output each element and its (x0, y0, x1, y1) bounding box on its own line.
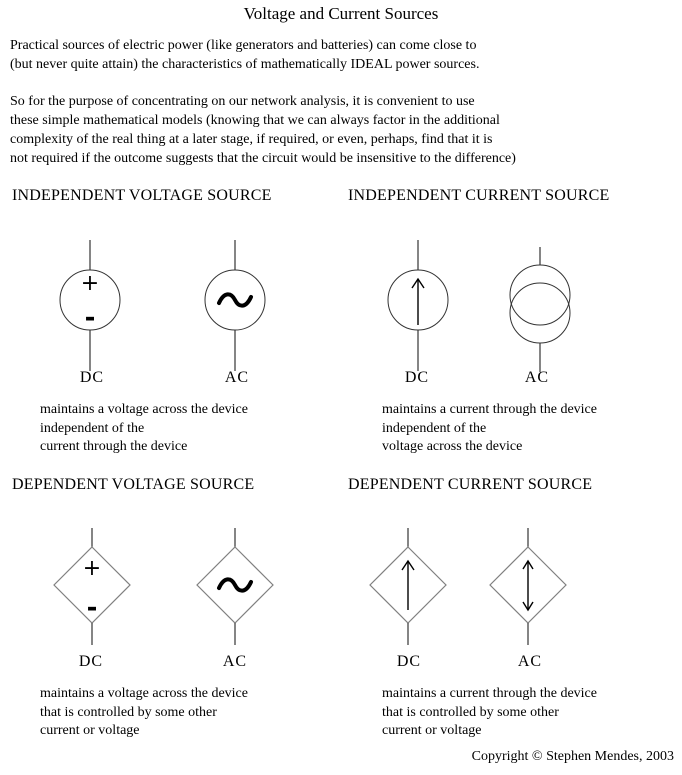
dependent-ac-current-source-icon (488, 528, 568, 645)
dc-voltage-source-icon (55, 240, 125, 371)
description-line: maintains a current through the device (382, 686, 597, 701)
minus-sign-icon: - (84, 303, 96, 333)
description-line: that is controlled by some other (382, 704, 559, 720)
intro-paragraph-1 (10, 36, 479, 74)
dependent-voltage-description (40, 685, 248, 741)
minus-sign-icon: - (86, 593, 98, 623)
paragraph-line: complexity of the real thing at a later stage, if required, or even, perhaps, find that it is (10, 132, 493, 147)
dc-current-source-icon (383, 240, 453, 371)
lower-circle-outline (510, 283, 570, 343)
ac-wave-icon (219, 579, 251, 590)
symbol-label-dc: DC (396, 653, 422, 670)
description-line: independent of the (382, 420, 487, 436)
heading-independent-current-source: INDEPENDENT CURRENT SOURCE (348, 187, 610, 204)
paragraph-line: these simple mathematical models (knowing that we can always factor in the additional (10, 113, 500, 128)
plus-sign-icon: + (82, 556, 102, 581)
paragraph-line: Practical sources of electric power (like generators and batteries) can come close to (10, 38, 477, 53)
symbol-label-ac: AC (517, 653, 543, 670)
dependent-dc-current-source-icon (368, 528, 448, 645)
symbol-label-dc: DC (79, 369, 105, 386)
heading-independent-voltage-source: INDEPENDENT VOLTAGE SOURCE (12, 187, 272, 204)
symbol-label-ac: AC (224, 369, 250, 386)
symbol-label-ac: AC (524, 369, 550, 386)
description-line: maintains a voltage across the device (40, 686, 248, 701)
plus-sign-icon: + (80, 271, 100, 296)
symbol-label-dc: DC (404, 369, 430, 386)
symbol-label-dc: DC (78, 653, 104, 670)
intro-paragraph-2 (10, 92, 516, 168)
paragraph-line: (but never quite attain) the characteristics of mathematically IDEAL power sources. (10, 57, 480, 72)
upper-circle-outline (510, 265, 570, 325)
description-line: that is controlled by some other (40, 704, 217, 720)
dependent-ac-voltage-source-icon (195, 528, 275, 645)
independent-voltage-description (40, 401, 248, 457)
description-line: maintains a current through the device (382, 402, 597, 417)
description-line: independent of the (40, 420, 145, 436)
description-line: maintains a voltage across the device (40, 402, 248, 417)
ac-voltage-source-icon (200, 240, 270, 371)
description-line: current through the device (40, 439, 188, 454)
independent-current-description (382, 401, 597, 457)
description-line: current or voltage (382, 723, 482, 738)
page-title: Voltage and Current Sources (243, 4, 439, 23)
description-line: voltage across the device (382, 439, 523, 454)
ac-wave-icon (219, 294, 251, 305)
dependent-current-description (382, 685, 597, 741)
copyright-notice: Copyright © Stephen Mendes, 2003 (471, 749, 674, 764)
dependent-dc-voltage-source-icon (52, 528, 132, 645)
paragraph-line: So for the purpose of concentrating on our network analysis, it is convenient to use (10, 94, 475, 109)
heading-dependent-current-source: DEPENDENT CURRENT SOURCE (348, 476, 593, 493)
paragraph-line: not required if the outcome suggests that the circuit would be insensitive to the difference) (10, 151, 516, 166)
ac-current-source-icon (505, 247, 575, 372)
symbol-label-ac: AC (222, 653, 248, 670)
description-line: current or voltage (40, 723, 140, 738)
heading-dependent-voltage-source: DEPENDENT VOLTAGE SOURCE (12, 476, 255, 493)
